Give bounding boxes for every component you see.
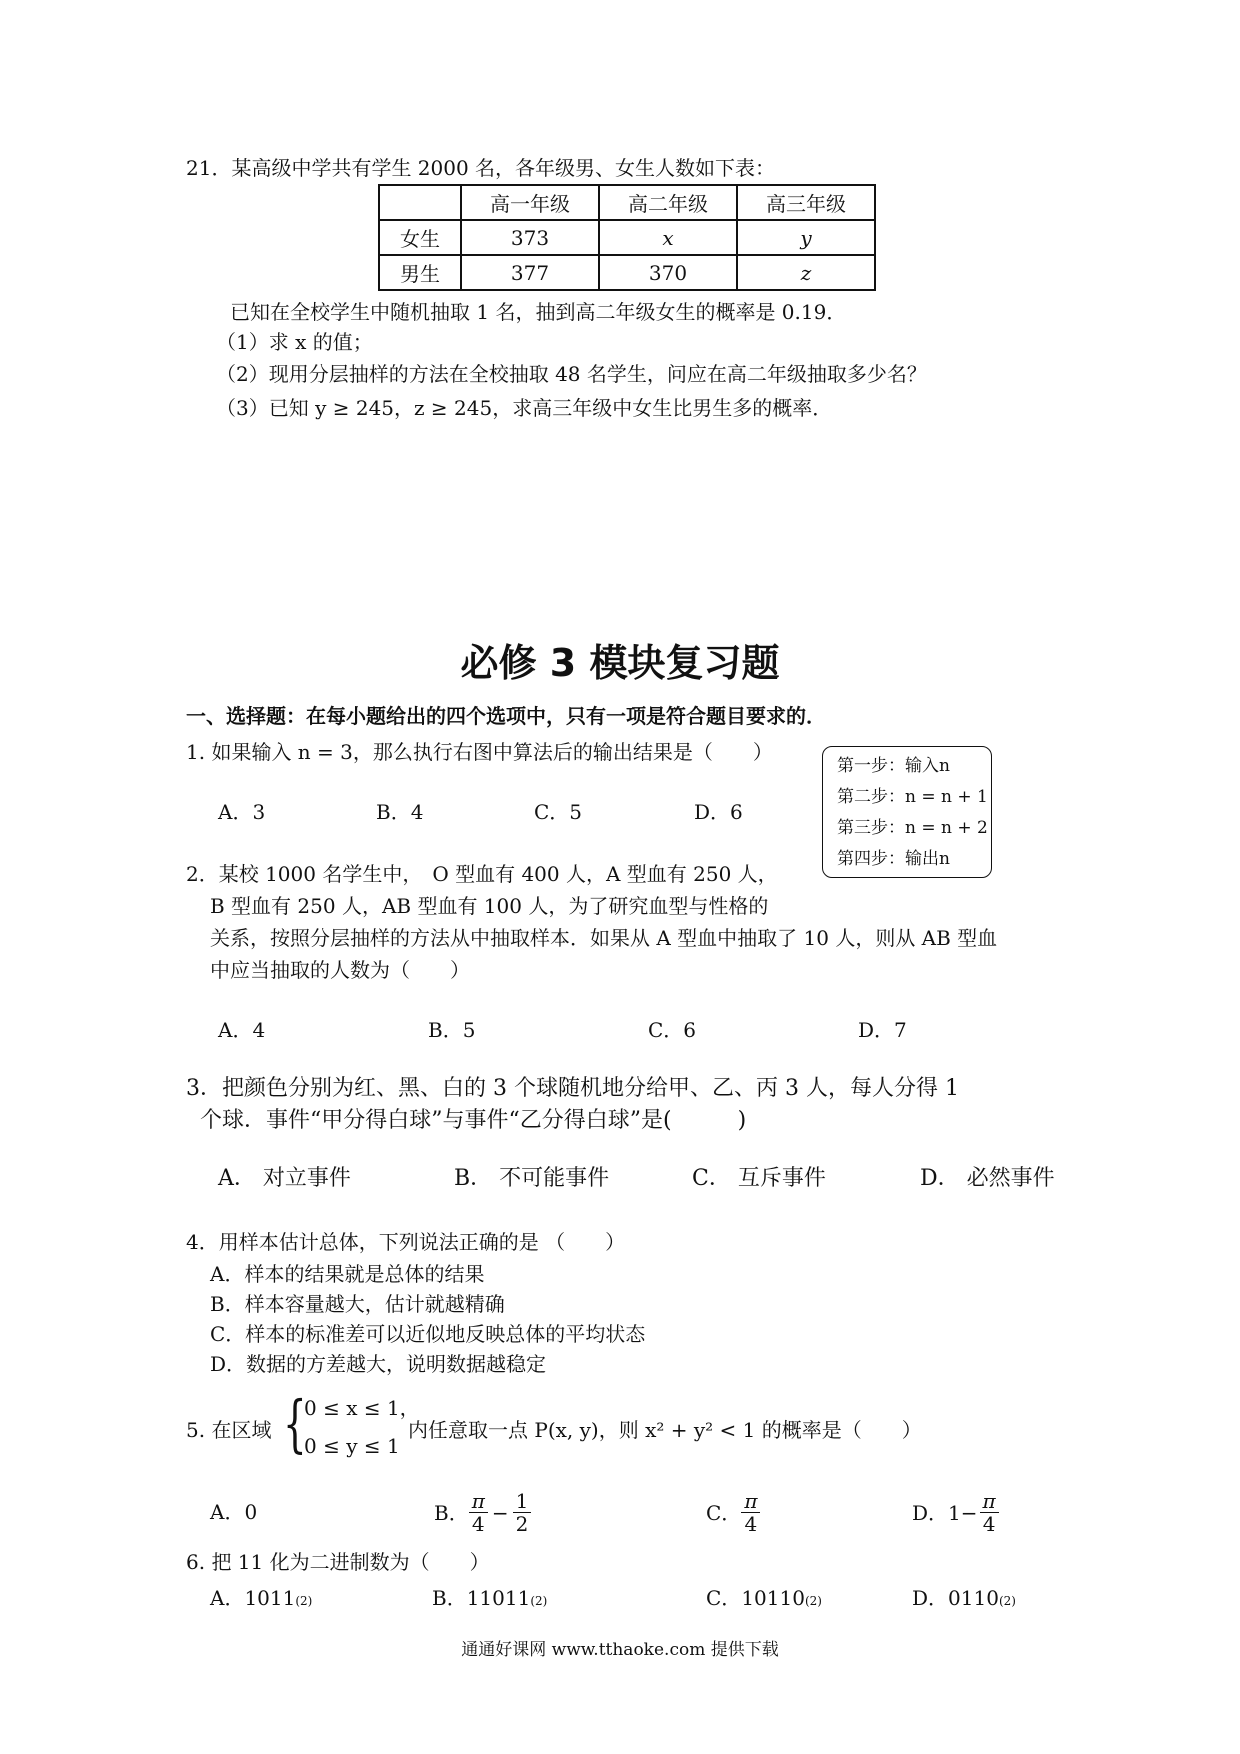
table-cell: 377: [461, 255, 599, 290]
option-value: 10110: [741, 1586, 805, 1610]
fraction: [513, 1490, 532, 1535]
table-cell: 370: [599, 255, 737, 290]
table-cell: 373: [461, 220, 599, 255]
q5-condition-2: 0 ≤ y ≤ 1: [304, 1434, 400, 1458]
fraction-numerator: 1: [513, 1490, 532, 1513]
algorithm-step: 第二步：n = n + 1: [837, 787, 988, 807]
q1-stem: 1. 如果输入 n = 3，那么执行右图中算法后的输出结果是（ ）: [186, 740, 773, 764]
q4-stem: 4．用样本估计总体，下列说法正确的是 （ ）: [186, 1230, 626, 1254]
algorithm-step: 第一步：输入n: [837, 756, 950, 776]
q2-line4: 中应当抽取的人数为（ ）: [210, 958, 470, 982]
table-cell: 女生: [379, 220, 461, 255]
brace-icon: {: [283, 1387, 307, 1460]
q2-line1: 2．某校 1000 名学生中， O 型血有 400 人，A 型血有 250 人，: [186, 862, 778, 886]
q2-line3: 关系，按照分层抽样的方法从中抽取样本．如果从 A 型血中抽取了 10 人，则从 AB 型血: [210, 926, 998, 950]
option-label: B．: [434, 1500, 469, 1525]
fraction: [741, 1490, 760, 1535]
fraction: [469, 1490, 488, 1535]
table-cell: 男生: [379, 255, 461, 290]
option-label: C．: [706, 1586, 742, 1610]
q3-option-a: A． 对立事件: [218, 1166, 351, 1191]
option-label: B．: [432, 1586, 467, 1610]
q2-option-d: D．7: [858, 1018, 907, 1042]
q4-option-d: D．数据的方差越大，说明数据越稳定: [210, 1352, 547, 1376]
q2-option-a: A．4: [218, 1018, 266, 1042]
algorithm-step: 第三步：n = n + 2: [837, 818, 988, 838]
q1-option-b: B．4: [376, 800, 424, 824]
option-value: 1011: [244, 1586, 296, 1610]
q1-option-a: A．3: [218, 800, 266, 824]
option-label: D．: [912, 1500, 949, 1525]
table-cell: y: [737, 220, 875, 255]
q1-option-c: C．5: [534, 800, 583, 824]
page-title: 必修 3 模块复习题: [460, 641, 780, 685]
table-row: [379, 185, 875, 220]
q21-intro: 21．某高级中学共有学生 2000 名，各年级男、女生人数如下表：: [186, 156, 776, 180]
option-value: 11011: [466, 1586, 531, 1610]
q21-part2: （2）现用分层抽样的方法在全校抽取 48 名学生，问应在高二年级抽取多少名？: [216, 362, 927, 386]
option-prefix: 1−: [948, 1500, 978, 1525]
table-row: [379, 220, 875, 255]
fraction-numerator: π: [980, 1490, 999, 1513]
q2-option-b: B．5: [428, 1018, 476, 1042]
q6-option-c: [706, 1586, 822, 1613]
section-heading: 一、选择题：在每小题给出的四个选项中，只有一项是符合题目要求的．: [186, 704, 826, 728]
option-base: (2): [998, 1594, 1016, 1608]
q21-part3: （3）已知 y ≥ 245，z ≥ 245，求高三年级中女生比男生多的概率．: [216, 396, 833, 420]
q6-option-a: [210, 1586, 312, 1613]
table-cell: 高一年级: [461, 185, 599, 220]
q5-option-c: [706, 1490, 760, 1535]
fraction-denominator: 4: [744, 1512, 758, 1536]
option-base: (2): [295, 1594, 313, 1608]
q5-option-d: [912, 1490, 999, 1535]
table-row: [379, 255, 875, 290]
fraction-denominator: 4: [982, 1512, 996, 1536]
fraction-numerator: π: [469, 1490, 488, 1513]
fraction-denominator: 4: [471, 1512, 485, 1536]
q4-option-b: B．样本容量越大，估计就越精确: [210, 1292, 505, 1316]
table-cell: 高二年级: [599, 185, 737, 220]
q6-option-d: [912, 1586, 1016, 1613]
option-base: (2): [804, 1594, 822, 1608]
q21-table: [378, 184, 876, 291]
q3-option-b: B． 不可能事件: [454, 1166, 610, 1191]
option-label: A．: [210, 1586, 245, 1610]
table-cell: x: [599, 220, 737, 255]
table-cell: [379, 185, 461, 220]
q4-option-a: A．样本的结果就是总体的结果: [210, 1262, 485, 1286]
q3-line1: 3．把颜色分别为红、黑、白的 3 个球随机地分给甲、乙、丙 3 人，每人分得 1: [186, 1076, 959, 1101]
q2-option-c: C．6: [648, 1018, 697, 1042]
q5-option-a: A．0: [210, 1500, 258, 1524]
fraction-denominator: 2: [515, 1512, 529, 1536]
option-label: D．: [912, 1586, 949, 1610]
table-cell: z: [737, 255, 875, 290]
q5-condition-1: 0 ≤ x ≤ 1，: [304, 1396, 420, 1420]
table-cell: 高三年级: [737, 185, 875, 220]
page-footer: 通通好课网 www.tthaoke.com 提供下载: [461, 1640, 779, 1660]
fraction: [980, 1490, 999, 1535]
q5-prefix: 5. 在区域: [186, 1418, 272, 1442]
q21-given: 已知在全校学生中随机抽取 1 名，抽到高二年级女生的概率是 0.19．: [230, 300, 847, 324]
q6-stem: 6. 把 11 化为二进制数为（ ）: [186, 1550, 490, 1574]
q21-part1: （1）求 x 的值；: [216, 330, 373, 354]
q3-option-c: C． 互斥事件: [692, 1166, 826, 1191]
option-value: 0110: [948, 1586, 999, 1610]
q3-option-d: D． 必然事件: [920, 1166, 1055, 1191]
q6-option-b: [432, 1586, 547, 1613]
minus-sign: −: [491, 1500, 509, 1525]
algorithm-step: 第四步：输出n: [837, 849, 950, 869]
q4-option-c: C．样本的标准差可以近似地反映总体的平均状态: [210, 1322, 646, 1346]
q3-line2: 个球．事件“甲分得白球”与事件“乙分得白球”是( ): [200, 1108, 747, 1133]
algorithm-box: [822, 746, 992, 878]
q1-option-d: D．6: [694, 800, 743, 824]
option-label: C．: [706, 1500, 742, 1525]
q2-line2: B 型血有 250 人，AB 型血有 100 人，为了研究血型与性格的: [210, 894, 769, 918]
option-base: (2): [530, 1594, 548, 1608]
q5-option-b: [434, 1490, 531, 1535]
q5-stem: 内任意取一点 P(x, y)，则 x² + y² < 1 的概率是（ ）: [408, 1418, 922, 1442]
fraction-numerator: π: [741, 1490, 760, 1513]
